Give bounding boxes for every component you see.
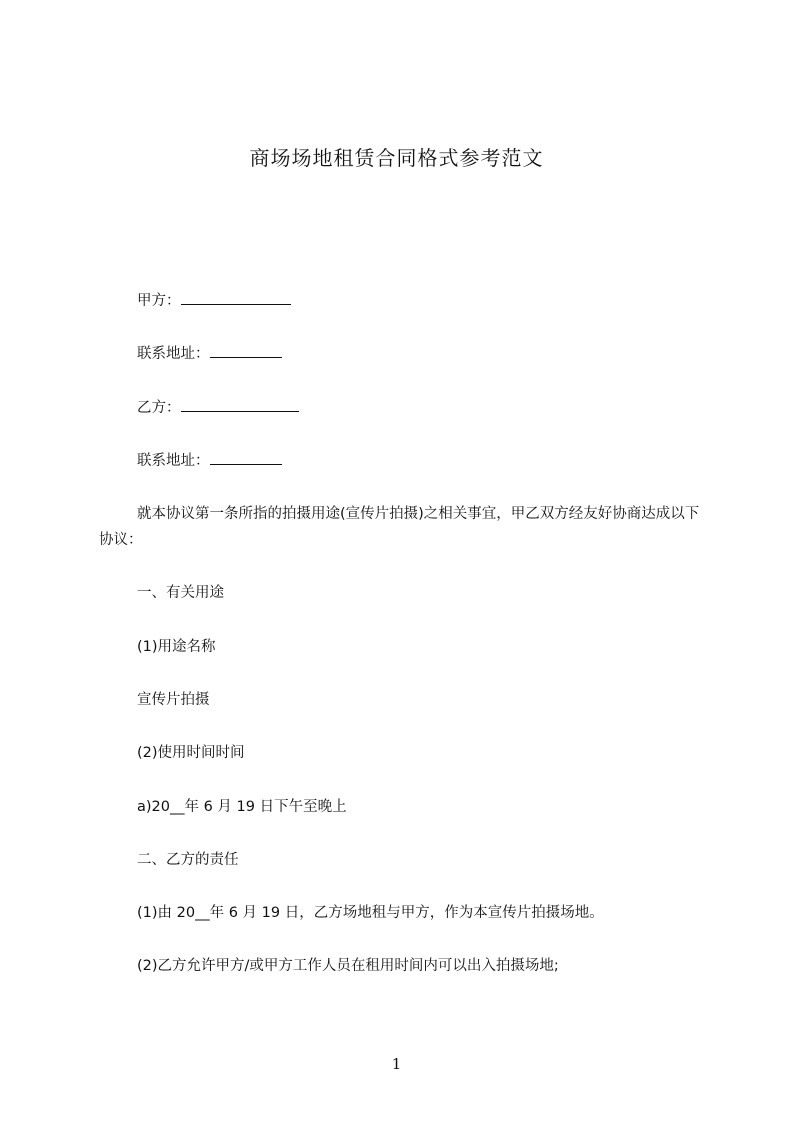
address-blank-2 xyxy=(210,451,282,465)
party-b-label: 乙方： xyxy=(137,400,181,416)
item-2-value: a)20__年 6 月 19 日下午至晚上 xyxy=(137,799,347,815)
address-label-2: 联系地址： xyxy=(137,453,210,469)
address-label-1: 联系地址： xyxy=(137,346,210,362)
section-2-heading: 二、乙方的责任 xyxy=(137,852,239,868)
party-a-label: 甲方： xyxy=(137,293,181,309)
page-number: 1 xyxy=(391,1055,402,1073)
page-title: 商场场地租赁合同格式参考范文 xyxy=(249,146,544,170)
address-blank-1 xyxy=(210,344,282,358)
item-1-value: 宣传片拍摄 xyxy=(137,692,210,708)
section-1-heading: 一、有关用途 xyxy=(137,585,224,601)
party-a-line xyxy=(137,291,291,311)
intro-paragraph: 就本协议第一条所指的拍摄用途(宣传片拍摄)之相关事宜，甲乙双方经友好协商达成以下协议： xyxy=(99,506,700,548)
party-b-blank xyxy=(181,398,299,412)
address-line-2 xyxy=(137,451,282,471)
section-2-item-2: (2)乙方允许甲方/或甲方工作人员在租用时间内可以出入拍摄场地; xyxy=(137,958,559,974)
address-line-1 xyxy=(137,344,282,364)
party-a-blank xyxy=(181,291,291,305)
party-b-line xyxy=(137,398,299,418)
item-2-label: (2)使用时间时间 xyxy=(137,745,245,761)
item-1-label: (1)用途名称 xyxy=(137,639,216,655)
section-2-item-1: (1)由 20__年 6 月 19 日，乙方场地租与甲方，作为本宣传片拍摄场地。 xyxy=(137,905,604,921)
